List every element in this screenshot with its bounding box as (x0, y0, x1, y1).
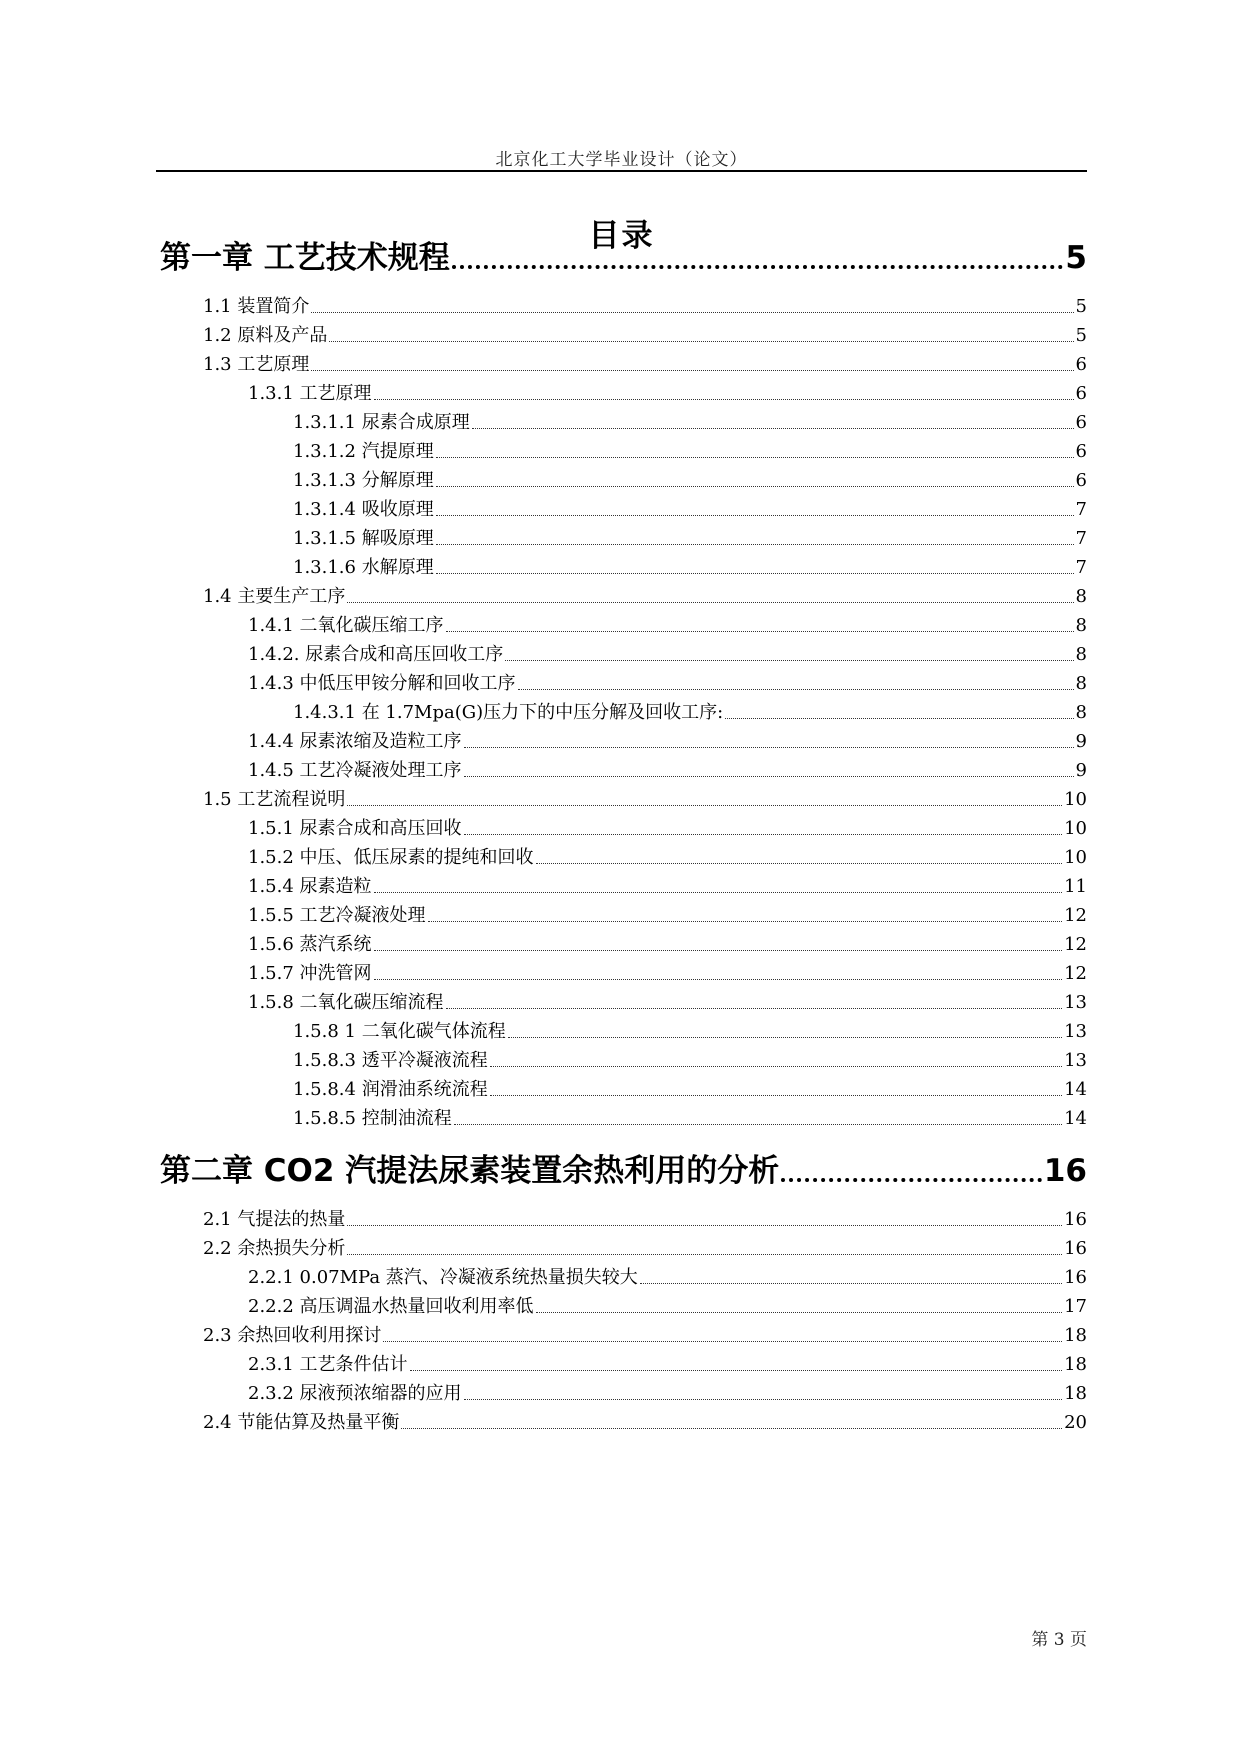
toc-page-number: 12 (1064, 934, 1087, 955)
toc-entry[interactable] (203, 1234, 1087, 1260)
toc-entry[interactable] (203, 292, 1087, 318)
dot-leader (374, 979, 1063, 980)
running-header: 北京化工大学毕业设计（论文） (495, 150, 748, 170)
toc-page-number: 13 (1064, 992, 1087, 1013)
dot-leader (347, 602, 1073, 603)
dot-leader (781, 1178, 1042, 1182)
dot-leader (490, 1066, 1062, 1067)
toc-page-number: 8 (1075, 673, 1087, 694)
toc-entry[interactable] (293, 1017, 1087, 1043)
toc-page-number: 8 (1075, 702, 1087, 723)
toc-page-number: 5 (1075, 296, 1087, 317)
toc-page-number: 9 (1075, 760, 1087, 781)
toc-entry-title: 1.4.1 二氧化碳压缩工序 (248, 615, 444, 636)
header-rule (156, 170, 1087, 172)
toc-entry-title: 1.4.3 中低压甲铵分解和回收工序 (248, 673, 516, 694)
dot-leader (725, 718, 1073, 719)
toc-page-number: 6 (1075, 412, 1087, 433)
toc-page-number: 17 (1064, 1296, 1087, 1317)
dot-leader (311, 370, 1073, 371)
dot-leader (436, 457, 1074, 458)
toc-entry-title: 2.1 气提法的热量 (203, 1209, 346, 1230)
toc-entry-title: 1.5.7 冲洗管网 (248, 963, 372, 984)
toc-entry[interactable] (203, 321, 1087, 347)
toc-entry-title: 1.1 装置简介 (203, 296, 310, 317)
toc-entry-title: 1.5.8.3 透平冷凝液流程 (293, 1050, 488, 1071)
dot-leader (446, 1008, 1063, 1009)
dot-leader (452, 265, 1064, 269)
dot-leader (505, 660, 1073, 661)
toc-entry-title: 2.2 余热损失分析 (203, 1238, 346, 1259)
toc-chapter-entry[interactable] (160, 1145, 1087, 1190)
toc-entry[interactable] (248, 872, 1087, 898)
toc-entry-title: 1.3.1.4 吸收原理 (293, 499, 434, 520)
toc-page-number: 6 (1075, 354, 1087, 375)
toc-page-number: 6 (1075, 470, 1087, 491)
toc-entry-title: 第二章 CO2 汽提法尿素装置余热利用的分析 (160, 1153, 780, 1189)
toc-entry[interactable] (293, 437, 1087, 463)
toc-entry[interactable] (293, 698, 1087, 724)
dot-leader (428, 921, 1063, 922)
toc-entry[interactable] (293, 524, 1087, 550)
toc-entry-title: 1.3.1.5 解吸原理 (293, 528, 434, 549)
dot-leader (464, 1399, 1063, 1400)
toc-entry[interactable] (248, 930, 1087, 956)
toc-entry-title: 1.3.1.6 水解原理 (293, 557, 434, 578)
toc-entry-title: 1.5.2 中压、低压尿素的提纯和回收 (248, 847, 534, 868)
toc-entry[interactable] (203, 1205, 1087, 1231)
toc-entry[interactable] (203, 1321, 1087, 1347)
toc-entry[interactable] (293, 1104, 1087, 1130)
toc-entry[interactable] (248, 611, 1087, 637)
toc-page-number: 16 (1064, 1267, 1087, 1288)
toc-chapter-entry[interactable] (160, 232, 1087, 277)
toc-page-number: 9 (1075, 731, 1087, 752)
dot-leader (436, 486, 1074, 487)
toc-page-number: 10 (1064, 818, 1087, 839)
dot-leader (454, 1124, 1062, 1125)
toc-entry[interactable] (248, 959, 1087, 985)
toc-page-number: 16 (1064, 1238, 1087, 1259)
toc-entry[interactable] (248, 669, 1087, 695)
toc-page-number: 18 (1064, 1325, 1087, 1346)
toc-entry-title: 1.5.8 1 二氧化碳气体流程 (293, 1021, 506, 1042)
toc-page-number: 8 (1075, 586, 1087, 607)
toc-page-number: 7 (1075, 528, 1087, 549)
dot-leader (436, 515, 1074, 516)
page-number-footer: 第 3 页 (1031, 1630, 1087, 1650)
toc-entry-title: 1.3 工艺原理 (203, 354, 310, 375)
toc-entry[interactable] (248, 640, 1087, 666)
toc-entry[interactable] (248, 901, 1087, 927)
toc-page-number: 13 (1064, 1021, 1087, 1042)
dot-leader (347, 1254, 1062, 1255)
toc-entry-title: 1.4.5 工艺冷凝液处理工序 (248, 760, 462, 781)
dot-leader (472, 428, 1074, 429)
toc-page-number: 18 (1064, 1383, 1087, 1404)
toc-page-number: 7 (1075, 557, 1087, 578)
toc-entry-title: 1.4.2. 尿素合成和高压回收工序 (248, 644, 504, 665)
toc-page-number: 14 (1064, 1108, 1087, 1129)
dot-leader (347, 805, 1062, 806)
toc-page-number: 16 (1064, 1209, 1087, 1230)
toc-page-number: 14 (1064, 1079, 1087, 1100)
dot-leader (536, 863, 1063, 864)
toc-entry-title: 2.2.2 高压调温水热量回收利用率低 (248, 1296, 534, 1317)
toc-entry[interactable] (248, 1292, 1087, 1318)
toc-page-number: 20 (1064, 1412, 1087, 1433)
toc-page-number: 6 (1075, 383, 1087, 404)
toc-entry[interactable] (293, 1075, 1087, 1101)
toc-entry-title: 1.3.1 工艺原理 (248, 383, 372, 404)
dot-leader (311, 312, 1073, 313)
toc-page-number: 10 (1064, 789, 1087, 810)
toc-entry-title: 1.5.8.4 润滑油系统流程 (293, 1079, 488, 1100)
dot-leader (383, 1341, 1062, 1342)
dot-leader (329, 341, 1073, 342)
dot-leader (536, 1312, 1063, 1313)
toc-page-number: 18 (1064, 1354, 1087, 1375)
toc-entry[interactable] (248, 1379, 1087, 1405)
toc-entry-title: 2.2.1 0.07MPa 蒸汽、冷凝液系统热量损失较大 (248, 1267, 638, 1288)
toc-entry[interactable] (203, 1408, 1087, 1434)
dot-leader (436, 544, 1074, 545)
toc-page-number: 10 (1064, 847, 1087, 868)
toc-entry[interactable] (203, 785, 1087, 811)
toc-page-number: 11 (1064, 876, 1087, 897)
toc-entry[interactable] (248, 1350, 1087, 1376)
dot-leader (436, 573, 1074, 574)
toc-entry-title: 1.4.3.1 在 1.7Mpa(G)压力下的中压分解及回收工序: (293, 702, 724, 723)
toc-entry-title: 2.3.2 尿液预浓缩器的应用 (248, 1383, 462, 1404)
dot-leader (446, 631, 1074, 632)
dot-leader (374, 950, 1063, 951)
toc-entry-title: 1.5.5 工艺冷凝液处理 (248, 905, 426, 926)
dot-leader (508, 1037, 1062, 1038)
toc-entry-title: 第一章 工艺技术规程 (160, 240, 450, 276)
toc-entry[interactable] (248, 988, 1087, 1014)
toc-page-number: 5 (1075, 325, 1087, 346)
toc-page-number: 6 (1075, 441, 1087, 462)
toc-entry-title: 1.5.4 尿素造粒 (248, 876, 372, 897)
dot-leader (464, 834, 1063, 835)
dot-leader (374, 399, 1074, 400)
toc-page-number: 12 (1064, 905, 1087, 926)
toc-entry-title: 1.4.4 尿素浓缩及造粒工序 (248, 731, 462, 752)
dot-leader (640, 1283, 1062, 1284)
toc-entry[interactable] (248, 379, 1087, 405)
toc-entry[interactable] (248, 814, 1087, 840)
toc-entry-title: 1.5.1 尿素合成和高压回收 (248, 818, 462, 839)
dot-leader (464, 776, 1074, 777)
toc-page-number: 7 (1075, 499, 1087, 520)
toc-entry-title: 1.5 工艺流程说明 (203, 789, 346, 810)
toc-entry-title: 1.2 原料及产品 (203, 325, 328, 346)
toc-entry[interactable] (248, 1263, 1087, 1289)
toc-entry-title: 1.4 主要生产工序 (203, 586, 346, 607)
dot-leader (490, 1095, 1062, 1096)
toc-entry-title: 1.3.1.3 分解原理 (293, 470, 434, 491)
toc-entry[interactable] (203, 350, 1087, 376)
toc-entry-title: 1.5.6 蒸汽系统 (248, 934, 372, 955)
dot-leader (374, 892, 1063, 893)
toc-page-number: 8 (1075, 644, 1087, 665)
toc-entry[interactable] (293, 408, 1087, 434)
toc-entry[interactable] (293, 495, 1087, 521)
dot-leader (518, 689, 1074, 690)
toc-entry-title: 1.5.8 二氧化碳压缩流程 (248, 992, 444, 1013)
toc-entry-title: 1.3.1.1 尿素合成原理 (293, 412, 470, 433)
toc-entry[interactable] (248, 756, 1087, 782)
toc-page-number: 13 (1064, 1050, 1087, 1071)
toc-entry-title: 2.4 节能估算及热量平衡 (203, 1412, 400, 1433)
toc-entry[interactable] (203, 582, 1087, 608)
toc-entry[interactable] (248, 843, 1087, 869)
toc-entry-title: 2.3 余热回收利用探讨 (203, 1325, 382, 1346)
dot-leader (410, 1370, 1063, 1371)
toc-page-number: 5 (1065, 240, 1087, 276)
toc-page-number: 16 (1043, 1153, 1087, 1189)
toc-entry[interactable] (293, 466, 1087, 492)
toc-page-number: 8 (1075, 615, 1087, 636)
dot-leader (401, 1428, 1062, 1429)
toc-entry[interactable] (248, 727, 1087, 753)
page-title: 目录 (588, 218, 655, 254)
toc-page-number: 12 (1064, 963, 1087, 984)
dot-leader (464, 747, 1074, 748)
dot-leader (347, 1225, 1062, 1226)
toc-entry[interactable] (293, 1046, 1087, 1072)
toc-entry-title: 2.3.1 工艺条件估计 (248, 1354, 408, 1375)
toc-entry-title: 1.3.1.2 汽提原理 (293, 441, 434, 462)
toc-entry-title: 1.5.8.5 控制油流程 (293, 1108, 452, 1129)
toc-entry[interactable] (293, 553, 1087, 579)
